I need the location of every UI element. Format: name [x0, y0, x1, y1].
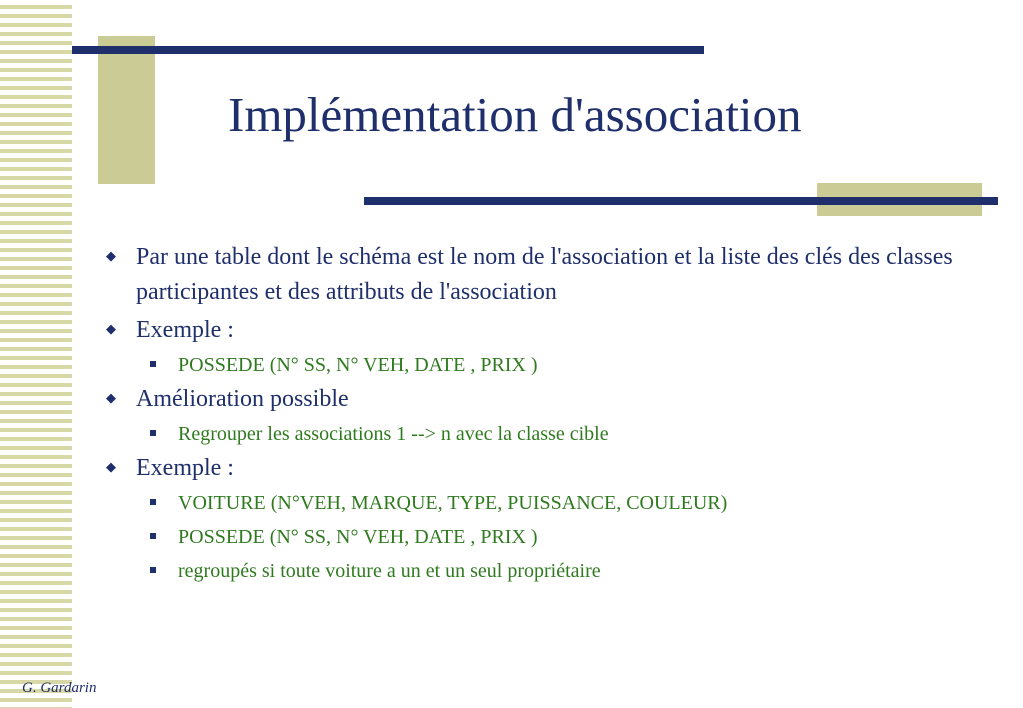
left-stripe-decoration: [0, 0, 72, 708]
square-icon: [150, 533, 156, 539]
sub-bullet-text: regroupés si toute voiture a un et un seul propriétaire: [178, 560, 601, 582]
diamond-icon: ◆: [106, 248, 116, 263]
square-icon: [150, 430, 156, 436]
sub-bullet-item: [104, 486, 984, 520]
sub-bullet-text: POSSEDE (N° SS, N° VEH, DATE , PRIX ): [178, 526, 538, 548]
bullet-item: [104, 240, 984, 310]
square-icon: [150, 567, 156, 573]
diamond-icon: ◆: [106, 390, 116, 405]
diamond-icon: ◆: [106, 459, 116, 474]
sub-bullet-text: VOITURE (N°VEH, MARQUE, TYPE, PUISSANCE, COULEUR): [178, 492, 728, 514]
sub-bullet-item: [104, 520, 984, 554]
bullet-item: [104, 382, 984, 417]
diamond-icon: ◆: [106, 321, 116, 336]
bullet-text: Exemple :: [136, 455, 234, 481]
sub-bullet-item: [104, 554, 984, 588]
sub-bullet-item: [104, 417, 984, 451]
accent-block-left: [98, 36, 155, 184]
slide-title: Implémentation d'association: [228, 87, 802, 142]
square-icon: [150, 499, 156, 505]
bullet-item: [104, 451, 984, 486]
sub-bullet-text: Regrouper les associations 1 --> n avec la classe cible: [178, 423, 609, 445]
square-icon: [150, 361, 156, 367]
title-rule-top: [72, 46, 704, 54]
sub-bullet-item: [104, 348, 984, 382]
bullet-text: Par une table dont le schéma est le nom de l'association et la liste des clés des classes participantes et des attributs de l'association: [136, 244, 953, 305]
sub-bullet-text: POSSEDE (N° SS, N° VEH, DATE , PRIX ): [178, 354, 538, 376]
author-footer: G. Gardarin: [22, 680, 97, 696]
title-rule-bottom: [364, 197, 998, 205]
bullet-item: [104, 313, 984, 348]
bullet-text: Exemple :: [136, 317, 234, 343]
bullet-text: Amélioration possible: [136, 386, 349, 412]
bullet-list: [104, 240, 984, 588]
